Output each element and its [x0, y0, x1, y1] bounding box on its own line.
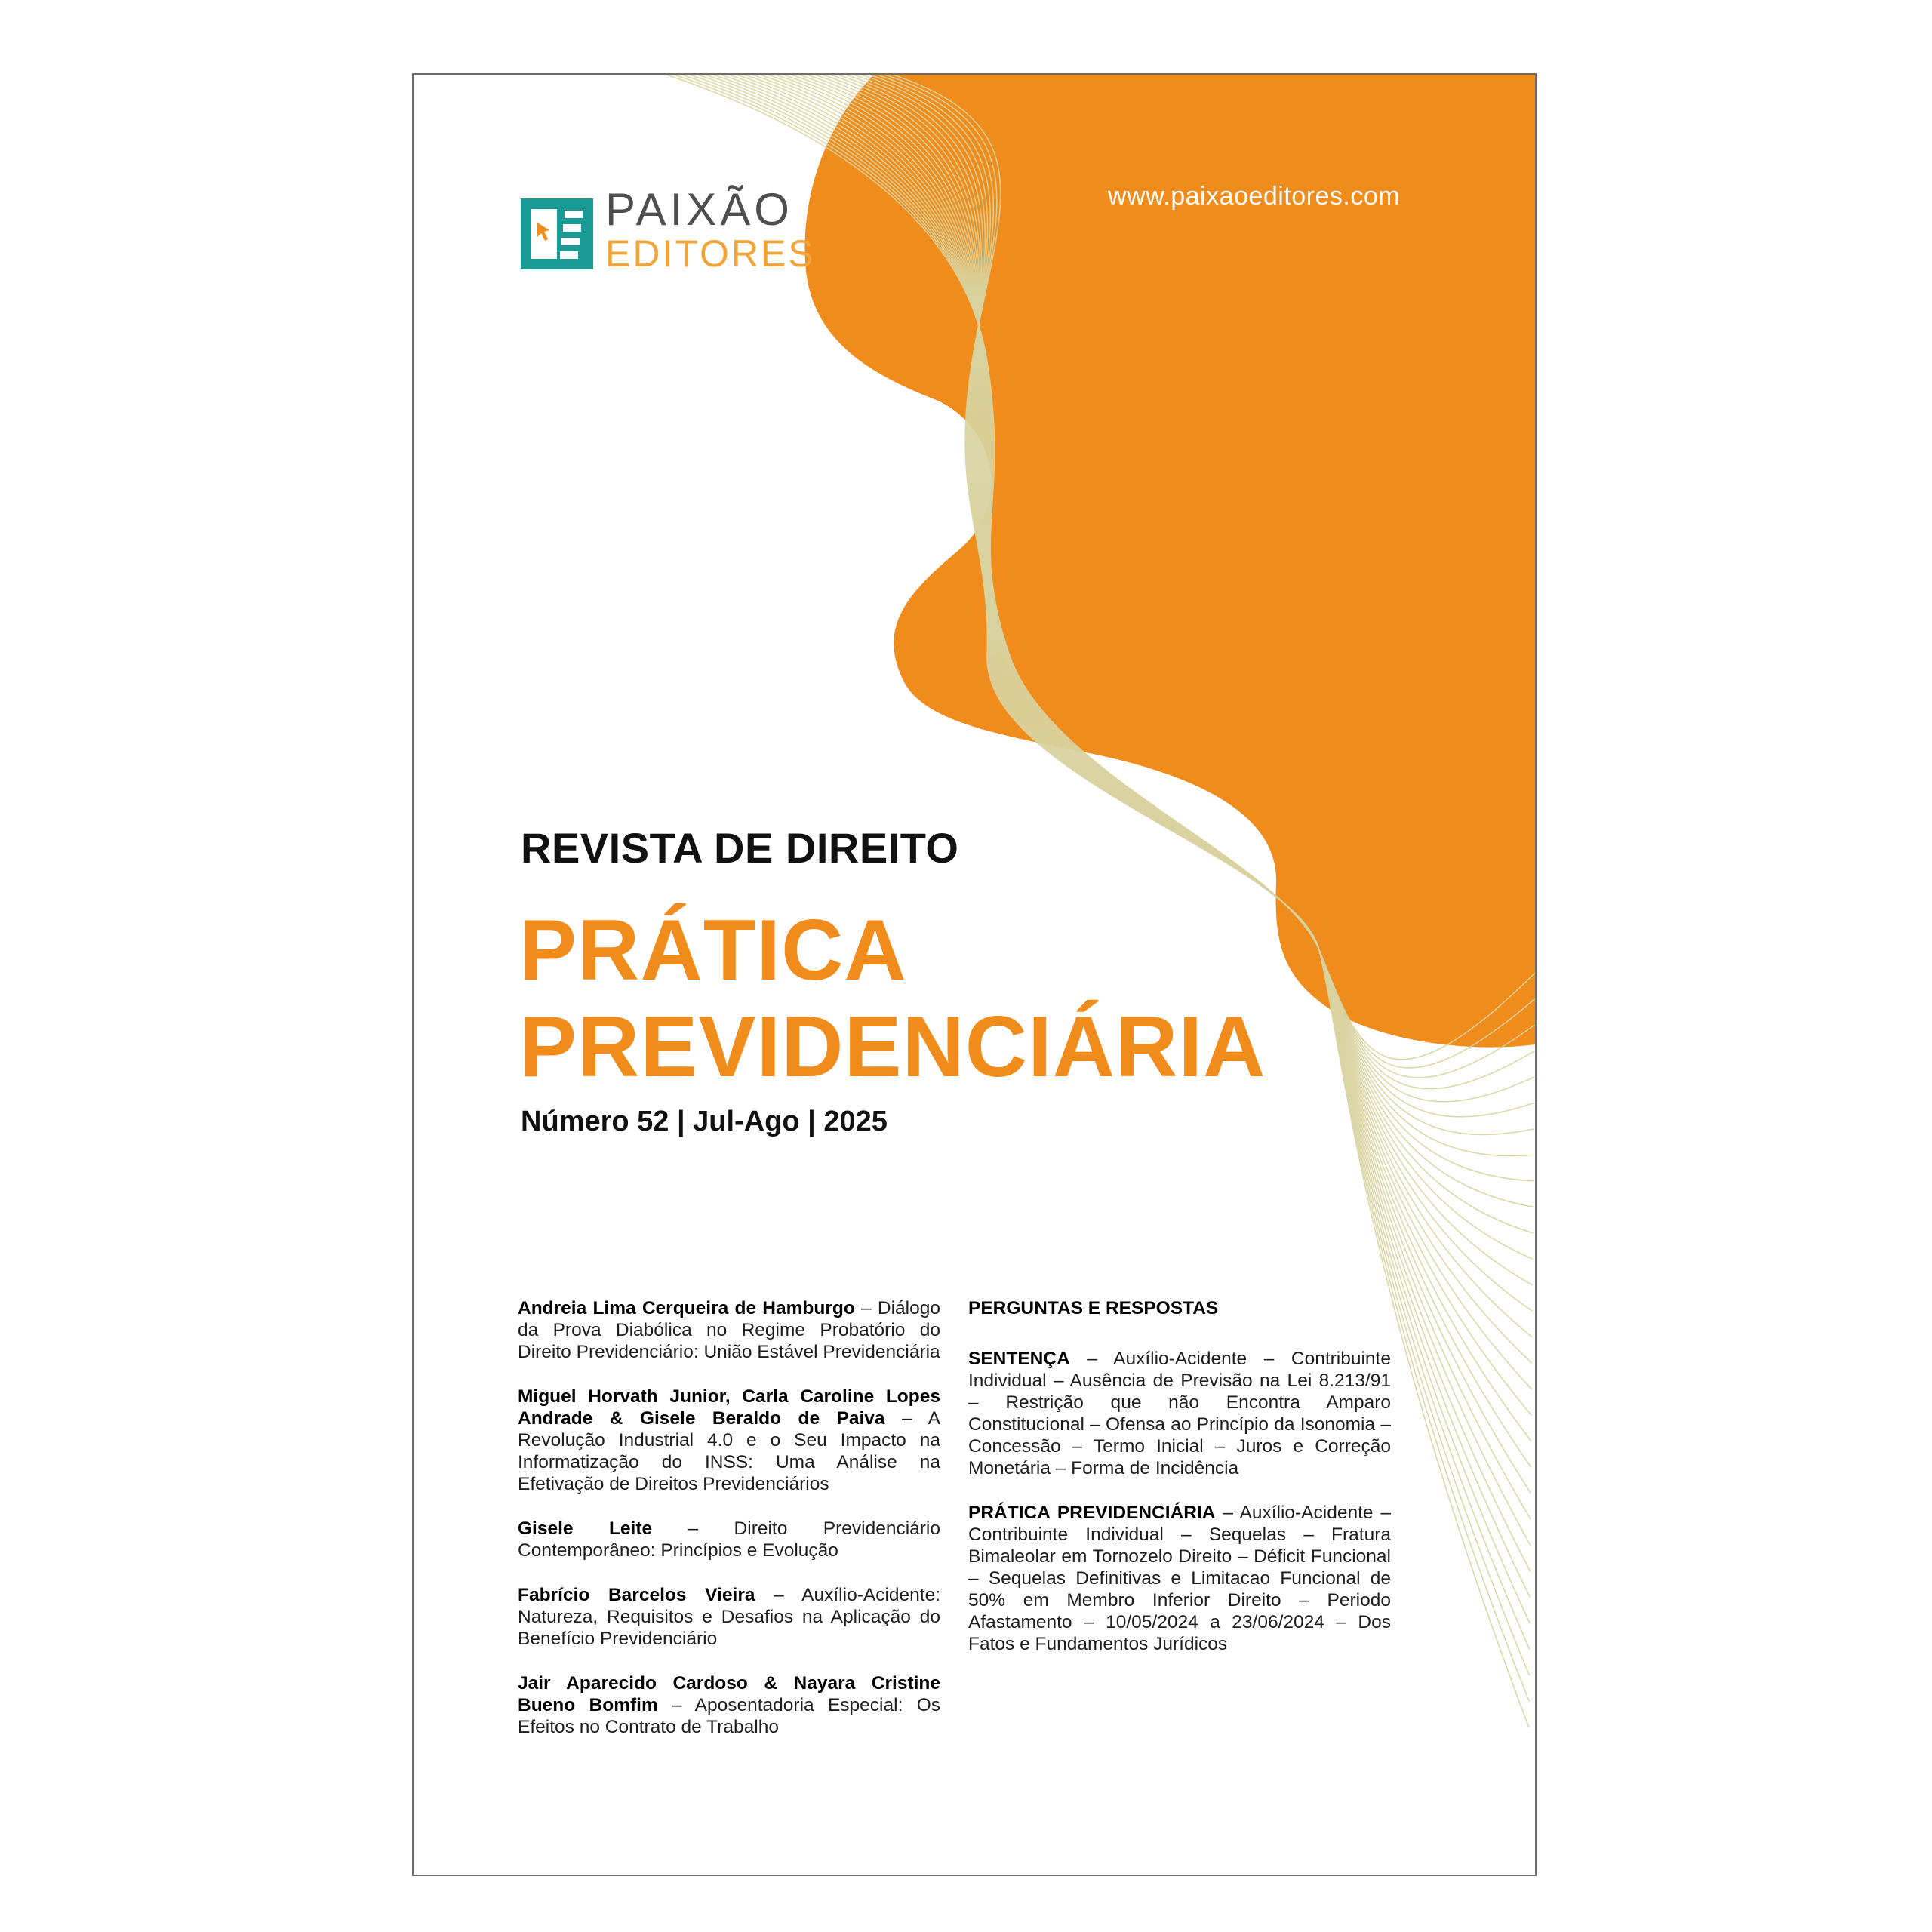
journal-title-line2: PREVIDENCIÁRIA	[519, 999, 1266, 1095]
article-entry: SENTENÇA – Auxílio-Acidente – Contribuinte Individual – Ausência de Previsão na Lei 8.213/91 – Restrição que não Encontra Amparo Constitucional – Ofensa ao Princípio da Isonomia – Concessão – Termo Inicial – Juros e Correção Monetária – Forma de Incidência	[968, 1349, 1391, 1478]
logo-wordmark-line2: EDITORES	[605, 232, 816, 275]
section-heading: PERGUNTAS E RESPOSTAS	[968, 1298, 1219, 1318]
orange-blob	[804, 75, 1535, 1048]
magazine-cover	[412, 73, 1537, 1876]
book-icon	[521, 197, 593, 271]
articles-column-left	[518, 1297, 940, 1761]
articles-column-right	[968, 1297, 1391, 1678]
journal-title	[519, 903, 1266, 1096]
article-entry: Jair Aparecido Cardoso & Nayara Cristine Bueno Bomfim – Aposentadoria Especial: Os Efeitos no Contrato de Trabalho	[518, 1673, 940, 1737]
logo-wordmark-line1: PAIXÃO	[605, 184, 793, 235]
journal-kicker: REVISTA DE DIREITO	[521, 824, 959, 872]
publisher-website[interactable]: www.paixaoeditores.com	[1108, 182, 1401, 211]
article-entry: Fabrício Barcelos Vieira – Auxílio-Acidente: Natureza, Requisitos e Desafios na Aplicação do Benefício Previdenciário	[518, 1585, 941, 1649]
publisher-logo	[521, 186, 816, 274]
journal-title-line1: PRÁTICA	[519, 903, 907, 998]
article-entry: Andreia Lima Cerqueira de Hamburgo – Diálogo da Prova Diabólica no Regime Probatório do Direito Previdenciário: União Estável Previdenciária	[518, 1298, 940, 1362]
issue-info: Número 52 | Jul-Ago | 2025	[521, 1106, 888, 1137]
article-entry: PRÁTICA PREVIDENCIÁRIA – Auxílio-Acidente – Contribuinte Individual – Sequelas – Fratura Bimaleolar em Tornozelo Direito – Déficit Funcional – Sequelas Definitivas e Limitacao Funcional de 50% em Membro Inferior Direito – Periodo Afastamento – 10/05/2024 a 23/06/2024 – Dos Fatos e Fundamentos Jurídicos	[968, 1503, 1392, 1654]
article-entry: Gisele Leite – Direito Previdenciário Contemporâneo: Princípios e Evolução	[518, 1518, 940, 1561]
article-entry: Miguel Horvath Junior, Carla Caroline Lopes Andrade & Gisele Beraldo de Paiva – A Revolução Industrial 4.0 e o Seu Impacto na Informatização do INSS: Uma Análise na Efetivação de Direitos Previdenciários	[518, 1386, 940, 1494]
